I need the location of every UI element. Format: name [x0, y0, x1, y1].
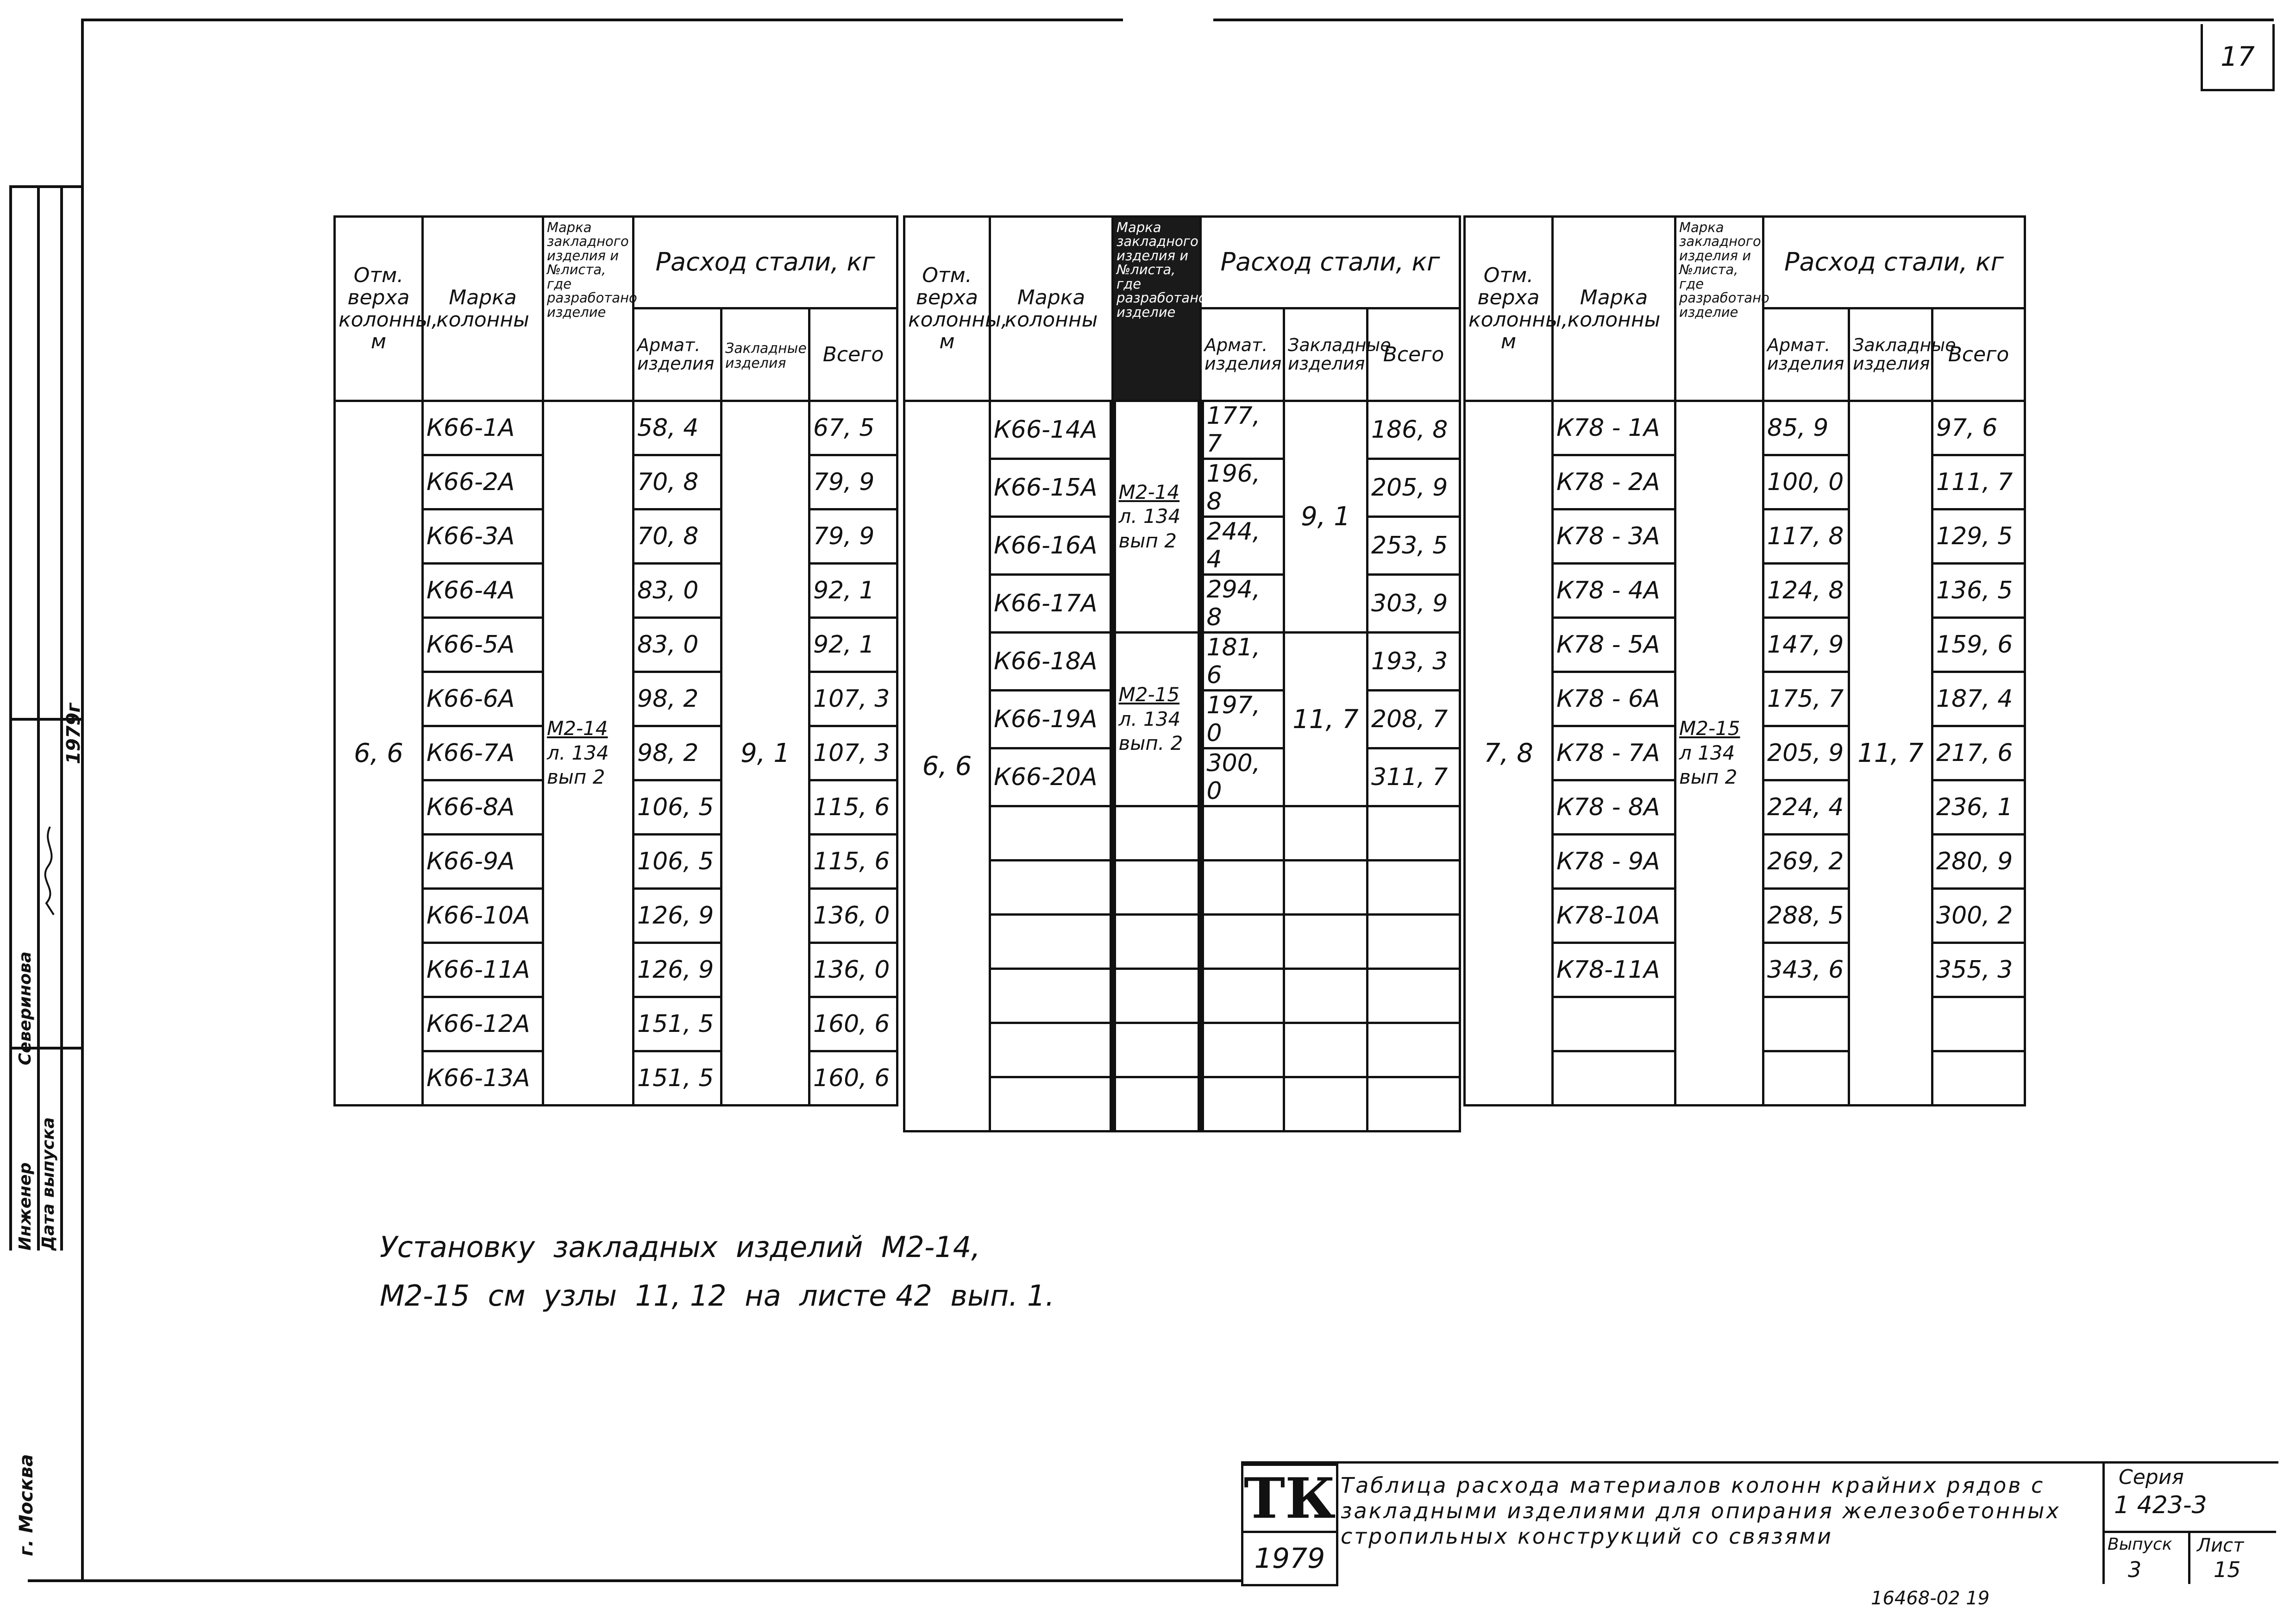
stamp-city: г. Москва: [16, 1454, 37, 1556]
empty-cell: [1113, 861, 1201, 915]
drawing-title: Таблица расхода материалов колонн крайних рядов с закладными изделиями для опирания железобетонных стропильных конструкций со связями: [1341, 1473, 2061, 1549]
vsego-value: 92, 1: [809, 564, 897, 618]
frame-top-left: [81, 19, 1123, 21]
armat-value: 175, 7: [1763, 672, 1849, 726]
empty-cell: [1368, 1023, 1460, 1077]
zakl-mark: М2-15: [1679, 717, 1740, 740]
armat-value: 197, 0: [1201, 691, 1284, 748]
armat-value: 126, 9: [634, 889, 721, 943]
zakl-sheet: л. 134: [1118, 505, 1181, 528]
header-vsego: Всего: [1932, 308, 2025, 401]
armat-value: 294, 8: [1201, 575, 1284, 633]
header-armat: Армат. изделия: [1201, 308, 1284, 401]
empty-cell: [1113, 915, 1201, 969]
title-block: [1241, 1464, 2278, 1589]
vsego-value: 67, 5: [809, 401, 897, 455]
table-row-marka: К66-18А: [990, 633, 1113, 691]
vsego-value: 79, 9: [809, 509, 897, 564]
table-row-marka: К78-11А: [1553, 943, 1675, 997]
armat-value: 100, 0: [1763, 455, 1849, 509]
empty-cell: [990, 915, 1113, 969]
empty-cell: [1284, 915, 1368, 969]
empty-cell: [1201, 861, 1284, 915]
side-stamp: [9, 185, 84, 1584]
table-row-marka: К78 - 1А: [1553, 401, 1675, 455]
empty-cell: [1201, 969, 1284, 1023]
frame-top-right: [1213, 19, 2274, 21]
header-marka-zakl: Марка закладного изделия и №листа, где разработано изделие: [1113, 217, 1201, 401]
header-zakl: Закладные изделия: [1284, 308, 1368, 401]
vsego-value: 111, 7: [1932, 455, 2025, 509]
table-row-marka: К78-10А: [1553, 889, 1675, 943]
empty-cell: [1113, 1023, 1201, 1077]
vsego-value: 107, 3: [809, 672, 897, 726]
table-1: [333, 215, 898, 1106]
armat-value: 151, 5: [634, 997, 721, 1051]
armat-value: 98, 2: [634, 726, 721, 780]
vsego-value: 97, 6: [1932, 401, 2025, 455]
series-label: Серия: [2119, 1465, 2184, 1489]
signature-mark: [40, 824, 60, 917]
empty-cell: [1201, 806, 1284, 861]
table-row-marka: К66-2А: [423, 455, 543, 509]
vsego-value: 253, 5: [1368, 517, 1460, 575]
vsego-value: 79, 9: [809, 455, 897, 509]
table-row-marka: К66-16А: [990, 517, 1113, 575]
empty-cell: [990, 861, 1113, 915]
zakl-steel-value: 9, 1: [721, 401, 809, 1106]
list-cell: [2188, 1533, 2276, 1584]
header-vsego: Всего: [1368, 308, 1460, 401]
note-line-1: Установку закладных изделий М2-14,: [380, 1230, 980, 1264]
table-row-marka: К66-3А: [423, 509, 543, 564]
table-row-marka: К66-19А: [990, 691, 1113, 748]
empty-cell: [1201, 915, 1284, 969]
vsego-value: 160, 6: [809, 1051, 897, 1106]
vsego-value: 136, 5: [1932, 564, 2025, 618]
table-row-marka: К66-20А: [990, 748, 1113, 806]
vsego-value: 355, 3: [1932, 943, 2025, 997]
vsego-value: 300, 2: [1932, 889, 2025, 943]
armat-value: 124, 8: [1763, 564, 1849, 618]
empty-cell: [1113, 969, 1201, 1023]
armat-value: 106, 5: [634, 780, 721, 835]
empty-cell: [1368, 1077, 1460, 1131]
table-row-marka: К78 - 2А: [1553, 455, 1675, 509]
header-armat: Армат. изделия: [634, 308, 721, 401]
empty-cell: [990, 1077, 1113, 1131]
armat-value: 83, 0: [634, 564, 721, 618]
vsego-value: 115, 6: [809, 780, 897, 835]
zakl-sheet: л. 134: [547, 741, 609, 764]
armat-value: 300, 0: [1201, 748, 1284, 806]
vsego-value: 107, 3: [809, 726, 897, 780]
zakl-mark-cell: [1675, 401, 1763, 1106]
otm-value: 6, 6: [904, 401, 990, 1131]
empty-cell: [1553, 997, 1675, 1051]
vsego-value: 136, 0: [809, 889, 897, 943]
vsego-value: 186, 8: [1368, 401, 1460, 459]
armat-value: 83, 0: [634, 618, 721, 672]
table-row-marka: К66-11А: [423, 943, 543, 997]
zakl-sheet: л. 134: [1118, 707, 1181, 730]
table-2: [903, 215, 1461, 1132]
vsego-value: 115, 6: [809, 835, 897, 889]
list-label: Лист: [2197, 1535, 2244, 1556]
armat-value: 343, 6: [1763, 943, 1849, 997]
table-row-marka: К66-17А: [990, 575, 1113, 633]
header-rashod: Расход стали, кг: [1201, 217, 1460, 308]
tk-logo: ТК: [1241, 1464, 1338, 1533]
armat-value: 85, 9: [1763, 401, 1849, 455]
empty-cell: [1284, 1023, 1368, 1077]
table-row-marka: К78 - 6А: [1553, 672, 1675, 726]
armat-value: 70, 8: [634, 455, 721, 509]
empty-cell: [1113, 806, 1201, 861]
table-row-marka: К66-1А: [423, 401, 543, 455]
table-row-marka: К78 - 7А: [1553, 726, 1675, 780]
table-row-marka: К66-14А: [990, 401, 1113, 459]
table-row-marka: К78 - 8А: [1553, 780, 1675, 835]
empty-cell: [1553, 1051, 1675, 1106]
armat-value: 151, 5: [634, 1051, 721, 1106]
empty-cell: [1201, 1023, 1284, 1077]
zakl-steel-value: 11, 7: [1849, 401, 1932, 1106]
empty-cell: [1284, 969, 1368, 1023]
armat-value: 58, 4: [634, 401, 721, 455]
armat-value: 98, 2: [634, 672, 721, 726]
armat-value: 244, 4: [1201, 517, 1284, 575]
header-rashod: Расход стали, кг: [634, 217, 897, 308]
header-marka: Марка колонны: [1553, 217, 1675, 401]
vypusk-value: 3: [2128, 1557, 2142, 1582]
empty-cell: [1368, 861, 1460, 915]
header-vsego: Всего: [809, 308, 897, 401]
header-zakl: Закладные изделия: [721, 308, 809, 401]
armat-value: 126, 9: [634, 943, 721, 997]
page-number: 17: [2201, 24, 2275, 91]
vsego-value: 217, 6: [1932, 726, 2025, 780]
table-row-marka: К78 - 3А: [1553, 509, 1675, 564]
armat-value: 147, 9: [1763, 618, 1849, 672]
table-row-marka: К66-10А: [423, 889, 543, 943]
title-block-year: 1979: [1241, 1531, 1338, 1586]
armat-value: 224, 4: [1763, 780, 1849, 835]
table-row-marka: К66-7А: [423, 726, 543, 780]
table-row-marka: К78 - 9А: [1553, 835, 1675, 889]
header-marka-zakl: Марка закладного изделия и №листа, где разработано изделие: [543, 217, 634, 401]
footer-code: 16468-02 19: [1871, 1588, 1990, 1609]
header-otm: Отм. верха колонны, м: [1465, 217, 1553, 401]
header-rashod: Расход стали, кг: [1763, 217, 2025, 308]
empty-cell: [990, 1023, 1113, 1077]
vsego-value: 92, 1: [809, 618, 897, 672]
table-3: [1463, 215, 2026, 1106]
armat-value: 70, 8: [634, 509, 721, 564]
zakl-mark: М2-15: [1118, 683, 1180, 706]
otm-value: 7, 8: [1465, 401, 1553, 1106]
empty-cell: [1368, 806, 1460, 861]
table-row-marka: К66-6А: [423, 672, 543, 726]
vypusk-cell: [2102, 1533, 2188, 1584]
empty-cell: [1284, 1077, 1368, 1131]
empty-cell: [1763, 997, 1849, 1051]
empty-cell: [1368, 969, 1460, 1023]
vsego-value: 160, 6: [809, 997, 897, 1051]
vsego-value: 205, 9: [1368, 459, 1460, 517]
armat-value: 181, 6: [1201, 633, 1284, 691]
zakl-vyp: вып 2: [547, 766, 605, 789]
zakl-group1-cell: [1113, 401, 1201, 633]
zakl-steel-value: 11, 7: [1284, 633, 1368, 806]
header-otm: Отм. верха колонны, м: [904, 217, 990, 401]
armat-value: 117, 8: [1763, 509, 1849, 564]
otm-value: 6, 6: [335, 401, 423, 1106]
stamp-engineer-label: Инженер: [16, 1162, 35, 1251]
stamp-release-date-label: Дата выпуска: [39, 1117, 58, 1251]
zakl-vyp: вып 2: [1118, 529, 1177, 552]
zakl-steel-value: 9, 1: [1284, 401, 1368, 633]
vsego-value: 136, 0: [809, 943, 897, 997]
zakl-sheet: л 134: [1679, 741, 1735, 764]
table-row-marka: К66-13А: [423, 1051, 543, 1106]
armat-value: 106, 5: [634, 835, 721, 889]
header-marka: Марка колонны: [423, 217, 543, 401]
armat-value: 177, 7: [1201, 401, 1284, 459]
series-value: 1 423-3: [2114, 1491, 2207, 1519]
empty-cell: [990, 969, 1113, 1023]
stamp-engineer-name: Северинова: [16, 951, 35, 1065]
zakl-mark-cell: [543, 401, 634, 1106]
vsego-value: 311, 7: [1368, 748, 1460, 806]
frame-left: [81, 19, 84, 1582]
table-row-marka: К66-4А: [423, 564, 543, 618]
zakl-vyp: вып 2: [1679, 766, 1738, 789]
table-row-marka: К66-5А: [423, 618, 543, 672]
table-row-marka: К66-15А: [990, 459, 1113, 517]
vsego-value: 159, 6: [1932, 618, 2025, 672]
empty-cell: [1932, 997, 2025, 1051]
table-row-marka: К78 - 5А: [1553, 618, 1675, 672]
table-row-marka: К78 - 4А: [1553, 564, 1675, 618]
empty-cell: [990, 806, 1113, 861]
zakl-mark: М2-14: [1118, 480, 1180, 503]
frame-bottom: [28, 1579, 1241, 1582]
empty-cell: [1284, 806, 1368, 861]
table-row-marka: К66-8А: [423, 780, 543, 835]
empty-cell: [1932, 1051, 2025, 1106]
vsego-value: 193, 3: [1368, 633, 1460, 691]
empty-cell: [1368, 915, 1460, 969]
header-marka: Марка колонны: [990, 217, 1113, 401]
empty-cell: [1284, 861, 1368, 915]
vsego-value: 187, 4: [1932, 672, 2025, 726]
armat-value: 288, 5: [1763, 889, 1849, 943]
empty-cell: [1201, 1077, 1284, 1131]
empty-cell: [1763, 1051, 1849, 1106]
zakl-vyp: вып. 2: [1118, 732, 1183, 755]
installation-note: [380, 1223, 1054, 1320]
vsego-value: 129, 5: [1932, 509, 2025, 564]
vsego-value: 303, 9: [1368, 575, 1460, 633]
header-otm: Отм. верха колонны, м: [335, 217, 423, 401]
list-value: 15: [2214, 1557, 2241, 1582]
table-row-marka: К66-12А: [423, 997, 543, 1051]
header-zakl: Закладные изделия: [1849, 308, 1932, 401]
stamp-year: 1979г: [63, 703, 84, 764]
armat-value: 269, 2: [1763, 835, 1849, 889]
series-cell: [2102, 1464, 2276, 1533]
armat-value: 205, 9: [1763, 726, 1849, 780]
armat-value: 196, 8: [1201, 459, 1284, 517]
vsego-value: 236, 1: [1932, 780, 2025, 835]
header-marka-zakl: Марка закладного изделия и №листа, где разработано изделие: [1675, 217, 1763, 401]
zakl-group2-cell: [1113, 633, 1201, 806]
table-row-marka: К66-9А: [423, 835, 543, 889]
header-armat: Армат. изделия: [1763, 308, 1849, 401]
vsego-value: 280, 9: [1932, 835, 2025, 889]
vsego-value: 208, 7: [1368, 691, 1460, 748]
zakl-mark: М2-14: [547, 717, 608, 740]
empty-cell: [1113, 1077, 1201, 1131]
note-line-2: М2-15 см узлы 11, 12 на листе 42 вып. 1.: [380, 1279, 1054, 1313]
vypusk-label: Выпуск: [2108, 1535, 2172, 1554]
